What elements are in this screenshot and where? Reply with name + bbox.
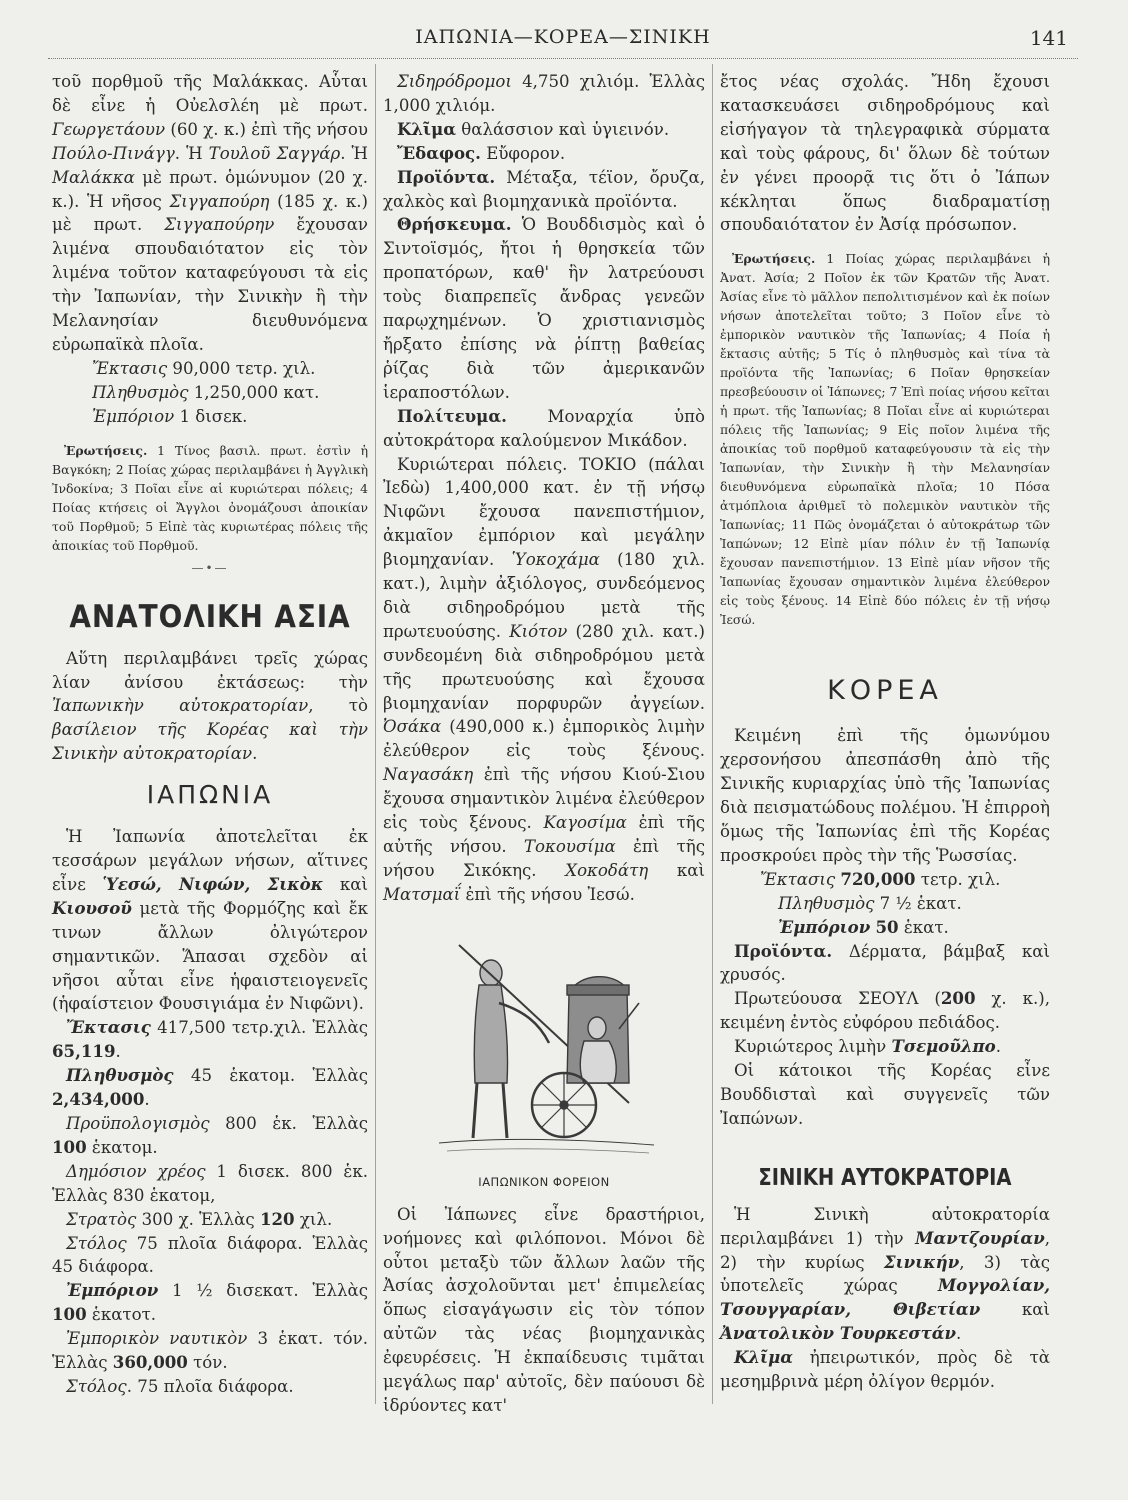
korea-stat-population	[720, 892, 1050, 916]
text-run: ἐπὶ τῆς αὐτῆς νήσου.	[383, 813, 706, 856]
text-run: χιλ.	[294, 1209, 333, 1229]
products-paragraph	[383, 166, 705, 214]
text-run: Κυριώτεραι πόλεις. ΤΟΚΙΟ (πάλαι Ἰεδὼ) 1,400,000 κατ. ἐν τῇ νήσῳ Νιφῶνι ἔχουσα πανεπιστήμιον, ἀκμαῖον ἐμπόριον καὶ μεγάλην βιομηχανίαν.	[383, 454, 705, 570]
continuation-paragraph: ἔτος νέας σχολάς. Ἤδη ἔχουσι κατασκευάσει σιδηροδρόμους καὶ εἰσήγαγον τὰ τηλεγραφικὰ σύρματα καὶ τοὺς φάρους, δι' ὅλων δὲ τούτων ἐν γένει προορᾷ τις ὅτι ὁ Ἰάπων κέκληται ὅπως διαδραματίσῃ σπουδαιότατον ἐν Ἀσίᾳ πρόσωπον.	[720, 72, 1050, 235]
japan-stat	[52, 1160, 368, 1208]
text-run: Ναγασάκη	[383, 765, 474, 785]
china-heading: ΣΙΝΙΚΗ ΑΥΤΟΚΡΑΤΟΡΙΑ	[758, 1164, 1012, 1191]
text-run: Προϊόντα.	[397, 166, 496, 187]
text-run: Στόλος	[66, 1233, 127, 1253]
malacca-paragraph	[52, 70, 368, 357]
text-run: Κλῖμα	[734, 1347, 794, 1368]
asia-intro	[52, 647, 368, 767]
text-run: τοῦ πορθμοῦ τῆς Μαλάκκας. Αὗται δὲ εἶνε ἡ Οὐελσλέη μὲ πρωτ.	[52, 72, 368, 115]
text-run: βασίλειον τῆς Κορέας	[52, 720, 269, 740]
text-run: Δέρματα, βάμβαξ καὶ χρυσός.	[720, 941, 1050, 985]
text-run: , τὸ	[308, 696, 368, 716]
middle-column	[383, 70, 705, 1418]
korea-stat-area	[720, 868, 1050, 892]
text-run: .	[115, 1042, 121, 1062]
religion-paragraph	[383, 213, 705, 404]
korea-stat-trade	[720, 916, 1050, 940]
text-run: 360,000	[112, 1352, 188, 1373]
text-run: Μέταξα, τέϊον, ὄρυζα, χαλκὸς καὶ βιομηχανικὰ προϊόντα.	[383, 167, 705, 211]
text-run: Θρήσκευμα.	[397, 214, 512, 235]
page-header	[48, 24, 1078, 54]
text-run: Ἔκτασις	[760, 869, 836, 889]
railways-paragraph	[383, 70, 705, 118]
text-run: .	[995, 1037, 1002, 1057]
questions-block: Ἐρωτήσεις. 1 Τίνος βασιλ. πρωτ. ἐστὶν ἡ Βαγκόκη; 2 Ποίας χώρας περιλαμβάνει ἡ Ἀγγλικὴ Ἰνδοκίνα; 3 Ποῖαι εἶνε αἱ κυριώτεραι πόλεις; 4 Ποίας κτήσεις οἱ Ἄγγλοι ὀνομάζουσι ἀποικίαν τοῦ Πορθμοῦ; 5 Εἰπὲ τὰς κυριωτέρας πόλεις τῆς ἀποικίας τοῦ Πορθμοῦ.	[52, 442, 368, 553]
text-run: .	[956, 1324, 962, 1344]
text-run: Ἐμπόριον	[778, 916, 871, 937]
text-run: Ἐμπορικὸν ναυτικὸν	[66, 1329, 248, 1349]
text-run: Κυριώτερος λιμὴν	[734, 1037, 892, 1057]
text-run: Ἔδαφος.	[397, 142, 481, 163]
text-run: ἐπὶ τῆς νήσου Ἰεσώ.	[460, 884, 635, 904]
text-run: Γεωργετάουν	[52, 119, 166, 139]
text-run: Κιουσοῦ	[52, 897, 132, 918]
text-run: 1 δισεκ. 800 ἑκ. Ἑλλὰς 830 ἑκατομ,	[52, 1161, 368, 1205]
questions-block: Ἐρωτήσεις. 1 Ποίας χώρας περιλαμβάνει ἡ Ἀνατ. Ἀσία; 2 Ποῖον ἐκ τῶν Κρατῶν τῆς Ἀνατ. Ἀσίας εἶνε τὸ μᾶλλον πεπολιτισμένον καὶ ἐκ ποίων νήσων ἀποτελεῖται τοῦτο; 3 Ποῖον εἶνε τὸ ἐμπορικὸν ναυτικὸν τῆς Ἰαπωνίας; 4 Ποία ἡ ἔκτασις αὐτῆς; 5 Τίς ὁ πληθυσμὸς καὶ τίνα τὰ προϊόντα τῆς Ἰαπωνίας; 6 Ποῖαν θρησκείαν πρεσβεύουσιν οἱ Ἰάπωνες; 7 Ἐπὶ ποίας νήσου κεῖται ἡ πρωτ. τῆς Ἰαπωνίας; 8 Ποῖαι εἶνε αἱ κυριώτεραι πόλεις τῆς Ἰαπωνίας; 9 Εἰς ποῖον λιμένα τῆς ἀποικίας τοῦ πορθμοῦ καταφεύγουσιν τὰ εἰς τὴν Ἰαπωνίαν, τὴν Σινικὴν ἢ τὴν Μελανησίαν διευθυνόμενα εὐρωπαϊκὰ πλοῖα; 10 Πόσα ἀτμόπλοια ἀριθμεῖ τὸ πολεμικὸν ναυτικὸν τῆς Ἰαπωνίας; 11 Πῶς ὀνομάζεται ὁ αὐτοκράτωρ τῶν Ἰαπώνων; 12 Εἰπὲ μίαν πόλιν ἐν τῇ Ἰαπωνίᾳ ἔχουσαν πανεπιστήμιον. 13 Εἰπὲ μίαν νῆσον τῆς Ἰαπωνίας ἔχουσαν σημαντικὸν λιμένα ἐλεύθερον εἰς τοὺς ξένους. 14 Εἰπὲ δύο πόλεις ἐν τῇ νήσῳ Ἰεσώ.	[720, 251, 1051, 628]
header-rule	[48, 58, 1078, 59]
text-run: (185 χ. κ.) μὲ πρωτ.	[52, 191, 368, 235]
japan-stat	[52, 1208, 368, 1232]
text-run: Δημόσιον χρέος	[66, 1161, 206, 1181]
text-run: ἑκατ.	[898, 917, 949, 937]
text-run: Προϋπολογισμὸς	[66, 1114, 210, 1133]
text-run: 2,434,000	[52, 1089, 145, 1110]
section-title: ΑΝΑΤΟΛΙΚΗ ΑΣΙΑ	[69, 598, 351, 635]
cities-paragraph	[383, 453, 705, 907]
text-run: Μοναρχία ὑπὸ αὐτοκράτορα καλούμενον Μικάδον.	[383, 406, 705, 450]
text-run: Πρωτεύουσα ΣΕΟΥΛ (	[734, 989, 941, 1009]
column-divider	[375, 64, 376, 1404]
china-climate	[720, 1346, 1050, 1394]
text-run: καὶ τὴν Σινικὴν αὐτοκρατορίαν	[52, 720, 368, 764]
japan-stat	[52, 1327, 368, 1375]
text-run: 7 ½ ἑκατ.	[874, 893, 962, 913]
text-run: τόν.	[187, 1353, 228, 1373]
text-run: Αὕτη περιλαμβάνει τρεῖς χώρας λίαν ἀνίσου ἐκτάσεως: τὴν	[52, 648, 368, 692]
text-run: Ὑοκοχάμα	[511, 550, 600, 570]
text-run: Στρατὸς	[66, 1209, 137, 1229]
column-divider	[712, 64, 713, 1404]
japan-intro	[52, 825, 368, 1016]
text-run: , 3) τὰς ὑποτελεῖς χώρας	[720, 1252, 1050, 1296]
text-run: 45 ἑκατομ. Ἑλλὰς	[173, 1066, 368, 1086]
text-run: Οἱ κάτοικοι τῆς Κορέας εἶνε Βουδδισταὶ καὶ συγγενεῖς τῶν Ἰαπώνων.	[720, 1061, 1050, 1128]
text-run: Ἔκτασις	[66, 1017, 151, 1038]
malacca-stat-population: Πληθυσμὸς 1,250,000 κατ.	[92, 382, 320, 402]
text-run: Κιότον	[509, 621, 568, 641]
text-run: ἠπειρωτικόν, πρὸς δὲ τὰ μεσημβρινὰ μέρη ὀλίγον θερμόν.	[720, 1348, 1050, 1392]
korea-heading: ΚΟΡΕΑ	[827, 675, 943, 707]
text-run: 1 ½ δισεκατ. Ἑλλὰς	[158, 1281, 368, 1301]
text-run: 75 πλοῖα διάφορα. Ἑλλὰς 45 διάφορα.	[52, 1233, 368, 1277]
government-paragraph	[383, 405, 705, 453]
japan-stat	[52, 1279, 368, 1327]
japan-heading: ΙΑΠΩΝΙΑ	[146, 780, 274, 810]
text-run: Ματσμαΐ	[383, 884, 461, 904]
text-run: 120	[259, 1208, 295, 1229]
text-run: Ὀσάκα	[383, 717, 442, 737]
japan-stat	[52, 1232, 368, 1280]
text-run: θαλάσσιον καὶ ὑγιεινόν.	[456, 119, 670, 139]
text-run: . 75 πλοῖα διάφορα.	[126, 1376, 294, 1396]
text-run: Τουλοῦ Σαγγάρ	[208, 143, 341, 163]
text-run: μὲ πρωτ. ὁμώνυμον (20 χ. κ.). Ἡ νῆσος	[52, 167, 368, 211]
text-run: . Ἡ	[340, 143, 369, 163]
text-run: Σιγγαπούρη	[169, 191, 270, 211]
text-run: 3 ἑκατ. τόν. Ἑλλὰς	[52, 1329, 368, 1373]
climate-paragraph	[383, 118, 705, 142]
text-run: Πούλο-Πινάγγ	[52, 143, 175, 163]
text-run: Ὑεσώ, Νιφών, Σικὸκ	[102, 873, 324, 894]
text-run: Ἰαπωνικὴν αὐτοκρατορίαν	[52, 696, 309, 716]
text-run: (280 χιλ. κατ.) συνδεομένη διὰ σιδηροδρόμου μετὰ τῆς πρωτευούσης καὶ ἔχουσα βιομηχανίαν πορφυρῶν ἀγγείων.	[383, 621, 705, 713]
text-run: (180 χιλ. κατ.), λιμὴν ἀξιόλογος, συνδεόμενος διὰ σιδηροδρόμου μετὰ τῆς πρωτευούσης.	[383, 550, 705, 641]
text-run: τετρ. χιλ.	[915, 869, 1001, 889]
text-run: Χοκοδάτη	[565, 860, 649, 880]
text-run: Σιγγαπούρην	[164, 215, 275, 235]
figure-caption: ΙΑΠΩΝΙΚΟΝ ΦΟΡΕΙΟΝ	[478, 1174, 610, 1189]
japan-stats	[52, 1016, 368, 1399]
text-run: 300 χ. Ἑλλὰς	[136, 1209, 260, 1229]
text-run: Στόλος	[66, 1376, 127, 1396]
text-run: Εὔφορον.	[480, 143, 566, 163]
text-run: καὶ	[980, 1300, 1050, 1320]
running-title: ΙΑΠΩΝΙΑ—ΚΟΡΕΑ—ΣΙΝΙΚΗ	[415, 26, 711, 48]
text-run: 800 ἑκ. Ἑλλὰς	[209, 1114, 368, 1133]
text-run: (490,000 κ.) ἐμπορικὸς λιμὴν ἐλεύθερον εἰς τοὺς ξένους.	[383, 717, 705, 761]
text-run: 100	[52, 1136, 87, 1157]
text-run: (60 χ. κ.) ἐπὶ τῆς νήσου	[165, 119, 368, 139]
text-run: Κλῖμα	[397, 118, 457, 139]
text-run: ἐπὶ τῆς νήσου Κιού-Σιου ἔχουσα σημαντικὸν λιμένα ἐλεύθερον εἰς τοὺς ξένους.	[383, 765, 705, 833]
text-run: ἔχουσαν λιμένα σπουδαιότατον εἰς τὸν λιμένα τοῦτον καταφεύγουσι τὰ εἰς τὴν Ἰαπωνίαν, τὴν Σινικὴν ἢ τὴν Μελανησίαν διευθυνόμενα εὐρωπαϊκὰ πλοῖα.	[52, 215, 368, 354]
text-run: Ἐμπόριον	[66, 1280, 159, 1301]
text-run: Ἀνατολικὸν Τουρκεστάν	[720, 1323, 957, 1344]
soil-paragraph	[383, 142, 705, 166]
text-run: Μαλάκκα	[52, 167, 135, 187]
rickshaw-engraving	[429, 933, 659, 1163]
text-run: . Ἡ	[174, 143, 209, 163]
china-intro	[720, 1203, 1050, 1346]
text-run: Τσεμοῦλπο	[891, 1036, 996, 1057]
text-run: ἑκατομ.	[86, 1137, 158, 1157]
japan-stat	[52, 1016, 368, 1064]
text-run: μετὰ τῆς Φορμόζης καὶ ἔκ τινων ἄλλων ὀλιγώτερον σημαντικῶν. Ἅπασαι σχεδὸν αἱ νῆσοι αὗται εἶνε ἡφαιστειογενεῖς (ἡφαίστειον Φουσιγιάμα ἐν Νιφῶνι).	[52, 898, 368, 1014]
text-run: καὶ	[323, 874, 368, 894]
text-run: 200	[940, 988, 976, 1009]
text-run: 100	[52, 1304, 87, 1325]
text-run: Πληθυσμὸς	[778, 893, 875, 913]
text-run: Σινικήν	[883, 1251, 960, 1272]
text-run: , 2) τὴν κυρίως	[720, 1228, 1050, 1272]
text-run: καὶ	[648, 860, 705, 880]
text-run: Προϊόντα.	[734, 940, 833, 961]
text-run: ἐπὶ τῆς νήσου Σικόκης.	[383, 837, 705, 880]
text-run: Ἡ Σινικὴ αὐτοκρατορία περιλαμβάνει 1) τὴν	[720, 1204, 1050, 1248]
text-run: Καγοσίμα	[543, 813, 627, 833]
japan-stat	[52, 1375, 368, 1399]
text-run: 720,000	[840, 868, 916, 889]
text-run: Ὁ Βουδδισμὸς καὶ ὁ Σιντοϊσμός, ἤτοι ἡ θρησκεία τῶν προπατόρων, καθ' ἣν λατρεύουσι τοὺς διαπρεπεῖς ἄνδρας γενεῶν παρῳχημένων. Ὁ χριστιανισμὸς ἤρξατο ἐπίσης νὰ ῥίπτῃ βαθείας ῥίζας διὰ τῶν ἀμερικανῶν ἱεραποστόλων.	[383, 215, 705, 402]
korea-products	[720, 940, 1050, 988]
text-run: Τοκουσίμα	[523, 837, 616, 856]
malacca-stat-area: Ἔκτασις 90,000 τετρ. χιλ.	[92, 358, 316, 378]
text-run: Ἡ Ἰαπωνία ἀποτελεῖται ἐκ τεσσάρων μεγάλων νήσων, αἵτινες εἶνε	[52, 827, 368, 894]
korea-port	[720, 1035, 1050, 1059]
text-run: Πληθυσμὸς	[66, 1065, 174, 1086]
text-run: Πολίτευμα.	[397, 405, 507, 426]
malacca-stats	[52, 357, 368, 429]
text-run: ἑκατοτ.	[86, 1305, 157, 1325]
japan-stat	[52, 1064, 368, 1112]
text-run: .	[252, 744, 258, 764]
text-run: 50	[875, 916, 899, 937]
korea-capital	[720, 987, 1050, 1035]
malacca-stat-trade: Ἐμπόριον 1 δισεκ.	[92, 406, 248, 426]
text-run: Μαντζουρίαν	[915, 1227, 1045, 1248]
text-run: 65,119	[52, 1041, 116, 1062]
text-run: χ. κ.), κειμένη ἐντὸς εὐφόρου πεδιάδος.	[720, 989, 1050, 1033]
text-run: Σιδηρόδρομοι	[397, 72, 512, 91]
left-column	[52, 70, 368, 1399]
text-run	[268, 720, 289, 739]
korea-intro: Κειμένη ἐπὶ τῆς ὁμωνύμου χερσονήσου ἀπεσπάσθη ἀπὸ τῆς Σινικῆς κυριαρχίας ὑπὸ τῆς Ἰαπωνίας διὰ πεισματώδους πολέμου. Ἡ ἐπιρροὴ ὅμως τῆς Ἰαπωνίας ἐπὶ τῆς Κορέας προσκρούει πρὸς τὴν τῆς Ῥωσσίας.	[720, 726, 1050, 865]
page-number: 141	[1029, 26, 1068, 50]
japan-stat	[52, 1112, 368, 1160]
korea-inhabitants	[720, 1059, 1050, 1131]
closing-paragraph: Οἱ Ἰάπωνες εἶνε δραστήριοι, νοήμονες καὶ φιλόπονοι. Μόνοι δὲ οὗτοι μεταξὺ τῶν ἄλλων λαῶν τῆς Ἀσίας ἀσχολοῦνται μετ' ἐπιμελείας ὅπως εἰσαγάγωσιν εἰς τὸν τόπον αὐτῶν τὰς νέας βιομηχανικὰς ἐφευρέσεις. Ἡ ἐκπαίδευσις τιμᾶται μεγάλως παρ' αὐτοῖς, δὲν παύουσι δὲ ἱδρύοντες κατ'	[383, 1204, 705, 1415]
right-column	[720, 70, 1050, 1394]
text-run: 4,750 χιλιόμ. Ἑλλὰς 1,000 χιλιόμ.	[383, 72, 705, 115]
text-run: Μογγολίαν, Τσουγγαρίαν, Θιβετίαν	[720, 1275, 1050, 1320]
section-divider: —•—	[191, 560, 229, 575]
text-run: .	[144, 1090, 150, 1110]
rickshaw-illustration	[383, 933, 705, 1167]
text-run: 417,500 τετρ.χιλ. Ἑλλὰς	[150, 1018, 368, 1038]
